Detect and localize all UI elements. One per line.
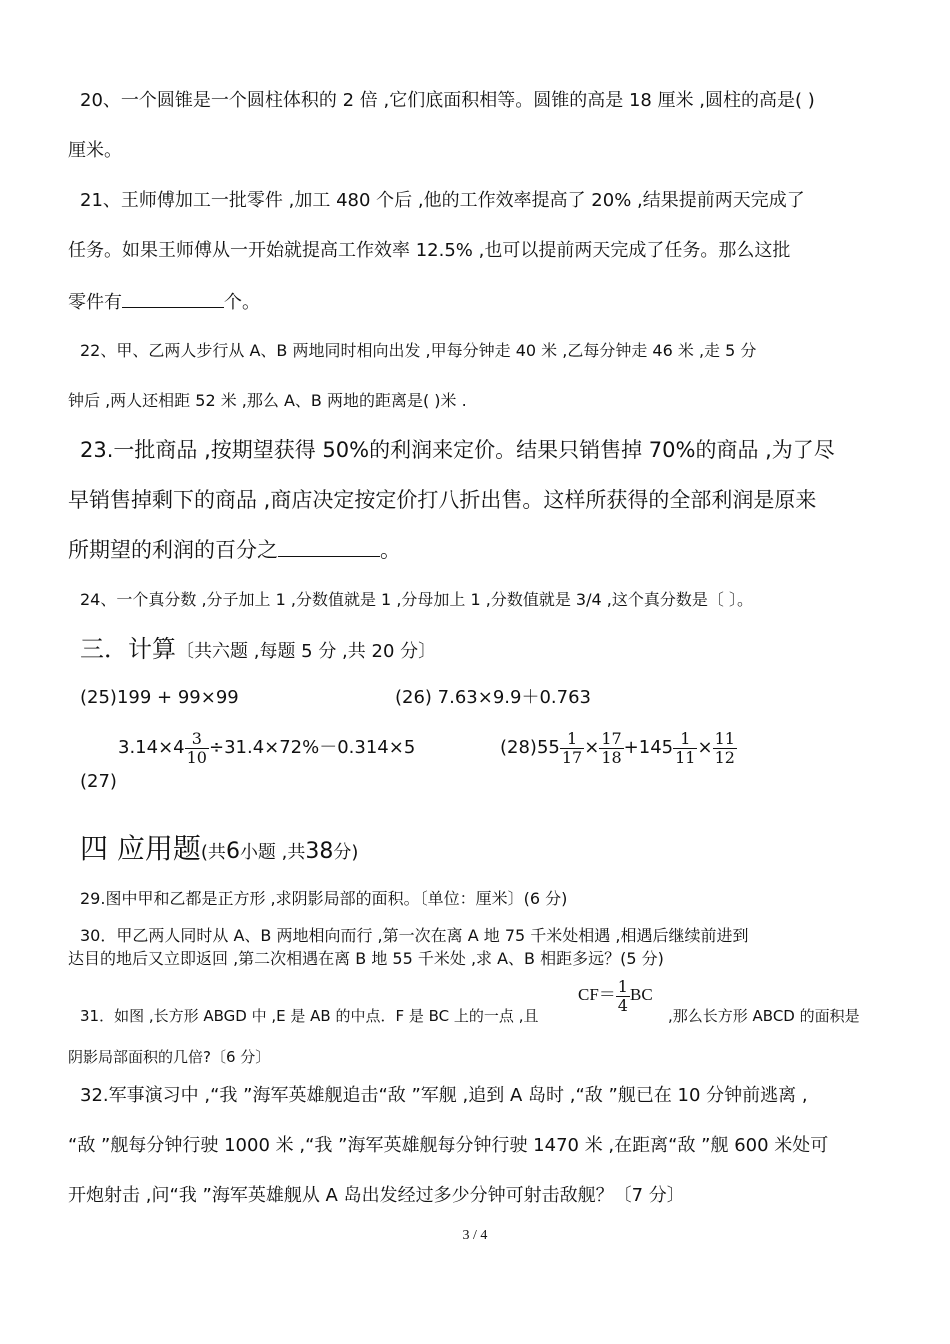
q24-line-1: 24、一个真分数 ,分子加上 1 ,分数值就是 1 ,分母加上 1 ,分数值就是 3/4 ,这个真分数是〔 〕。 [80, 590, 753, 609]
section-4-heading [80, 832, 358, 870]
q32-line-1: 32.军事演习中 ,“我 ”海军英雄舰追击“敌 ”军舰 ,追到 A 岛时 ,“敌 ”舰已在 10 分钟前逃离 , [80, 1085, 808, 1106]
q30-line-1: 30．甲乙两人同时从 A、B 两地相向而行 ,第一次在离 A 地 75 千米处相遇 ,相遇后继续前进到 [80, 926, 749, 945]
calc-q27-part-1: 3.14×4 [118, 737, 185, 758]
q31-formula [578, 975, 653, 1015]
section-4-note-count: 6 [225, 839, 240, 864]
q20-line-2: 厘米。 [68, 140, 122, 161]
q20-line-1: 20、一个圆锥是一个圆柱体积的 2 倍 ,它们底面积相等。圆锥的高是 18 厘米 ,圆柱的高是( ) [80, 90, 815, 111]
q21-answer-blank [122, 289, 224, 308]
calc-q28-fraction-1-numerator: 1 [560, 730, 584, 749]
q31-formula-lhs: CF＝ [578, 985, 616, 1004]
q21-line-3-end: 个。 [224, 292, 260, 313]
q32-line-2: “敌 ”舰每分钟行驶 1000 米 ,“我 ”海军英雄舰每分钟行驶 1470 米 ,在距离“敌 ”舰 600 米处可 [68, 1135, 829, 1156]
q23-line-3 [68, 536, 401, 564]
calc-q28-fraction-1 [560, 730, 584, 767]
q29-line-1: 29.图中甲和乙都是正方形 ,求阴影局部的面积。〔单位：厘米〕(6 分) [80, 889, 568, 908]
calc-q27-label: (27) [80, 771, 117, 792]
calc-q27-fraction [185, 730, 209, 767]
calc-q27-part-2: ÷31.4×72%－0.314×5 [208, 737, 416, 758]
calc-q27-fraction-denominator: 10 [186, 747, 207, 767]
q30-line-2: 达目的地后又立即返回 ,第二次相遇在离 B 地 55 千米处 ,求 A、B 相距多远？(5 分) [68, 949, 664, 968]
q23-line-1: 23.一批商品 ,按期望获得 50%的利润来定价。结果只销售掉 70%的商品 ,为了尽 [80, 438, 835, 462]
calc-q28-part-2: +145 [623, 737, 674, 758]
section-3-heading [80, 634, 436, 667]
q22-line-1: 22、甲、乙两人步行从 A、B 两地同时相向出发 ,甲每分钟走 40 米 ,乙每分钟走 46 米 ,走 5 分 [80, 341, 757, 360]
calc-q27-fraction-numerator: 3 [185, 730, 209, 749]
q31-formula-denominator: 4 [617, 995, 628, 1015]
page-number: 3 / 4 [462, 1228, 488, 1243]
section-4-title: 四 应用题 [80, 832, 201, 865]
calc-q27-expression [118, 728, 415, 768]
calc-q28-fraction-1-denominator: 17 [561, 747, 583, 767]
calc-q28-fraction-3-numerator: 1 [673, 730, 697, 749]
q23-answer-blank [278, 536, 380, 557]
q31-line-1-end: ,那么长方形 ABCD 的面积是 [668, 1007, 860, 1025]
q23-line-2: 早销售掉剩下的商品 ,商店决定按定价打八折出售。这样所获得的全部利润是原来 [68, 488, 817, 512]
calc-q28-fraction-3-denominator: 11 [675, 747, 696, 767]
calc-q25: (25)199 + 99×99 [80, 687, 239, 708]
calc-q28-part-1: (28)55 [500, 737, 560, 758]
section-4-note-mid: 小题 ,共 [239, 842, 306, 863]
q21-line-2: 任务。如果王师傅从一开始就提高工作效率 12.5% ,也可以提前两天完成了任务。那么这批 [68, 240, 791, 261]
calc-q28-times-1: × [584, 737, 600, 758]
section-3-title: 三．计算 [80, 635, 176, 663]
q23-line-3-end: 。 [380, 538, 401, 562]
calc-q28-fraction-3 [673, 730, 697, 767]
calc-q28-expression [500, 728, 737, 768]
q21-line-1: 21、王师傅加工一批零件 ,加工 480 个后 ,他的工作效率提高了 20% ,结果提前两天完成了 [80, 190, 805, 211]
q31-line-1-text: 31．如图 ,长方形 ABGD 中 ,E 是 AB 的中点．F 是 BC 上的一点 ,且 [80, 1007, 539, 1025]
q31-formula-numerator: 1 [617, 976, 628, 996]
q23-line-3-text: 所期望的利润的百分之 [68, 538, 278, 562]
section-4-note-open: (共 [200, 842, 226, 863]
calc-q28-fraction-4-numerator: 11 [714, 728, 735, 748]
calc-q26: (26) 7.63×9.9＋0.763 [395, 687, 591, 708]
calc-q28-fraction-2-numerator: 17 [601, 728, 622, 748]
section-3-note: 〔共六题 ,每题 5 分 ,共 20 分〕 [176, 641, 437, 662]
q22-line-2: 钟后 ,两人还相距 52 米 ,那么 A、B 两地的距离是( )米 . [68, 391, 467, 410]
section-4-note-points: 38 [305, 839, 334, 864]
q32-line-3: 开炮射击 ,问“我 ”海军英雄舰从 A 岛出发经过多少分钟可射击敌舰？〔7 分〕 [68, 1185, 685, 1206]
section-4-note-close: 分) [333, 842, 359, 863]
calc-q28-times-2: × [697, 737, 713, 758]
q31-formula-rhs: BC [629, 985, 653, 1004]
calc-q28-fraction-2-denominator: 18 [601, 747, 622, 767]
calc-q28-fraction-4-denominator: 12 [714, 747, 735, 767]
calc-q28-fraction-4 [713, 730, 737, 767]
q31-formula-fraction [616, 978, 630, 1015]
calc-q28-fraction-2 [599, 730, 623, 767]
q31-line-2: 阴影局部面积的几倍?〔6 分〕 [68, 1048, 271, 1066]
q21-line-3 [68, 289, 260, 315]
q21-line-3-text: 零件有 [68, 292, 122, 313]
